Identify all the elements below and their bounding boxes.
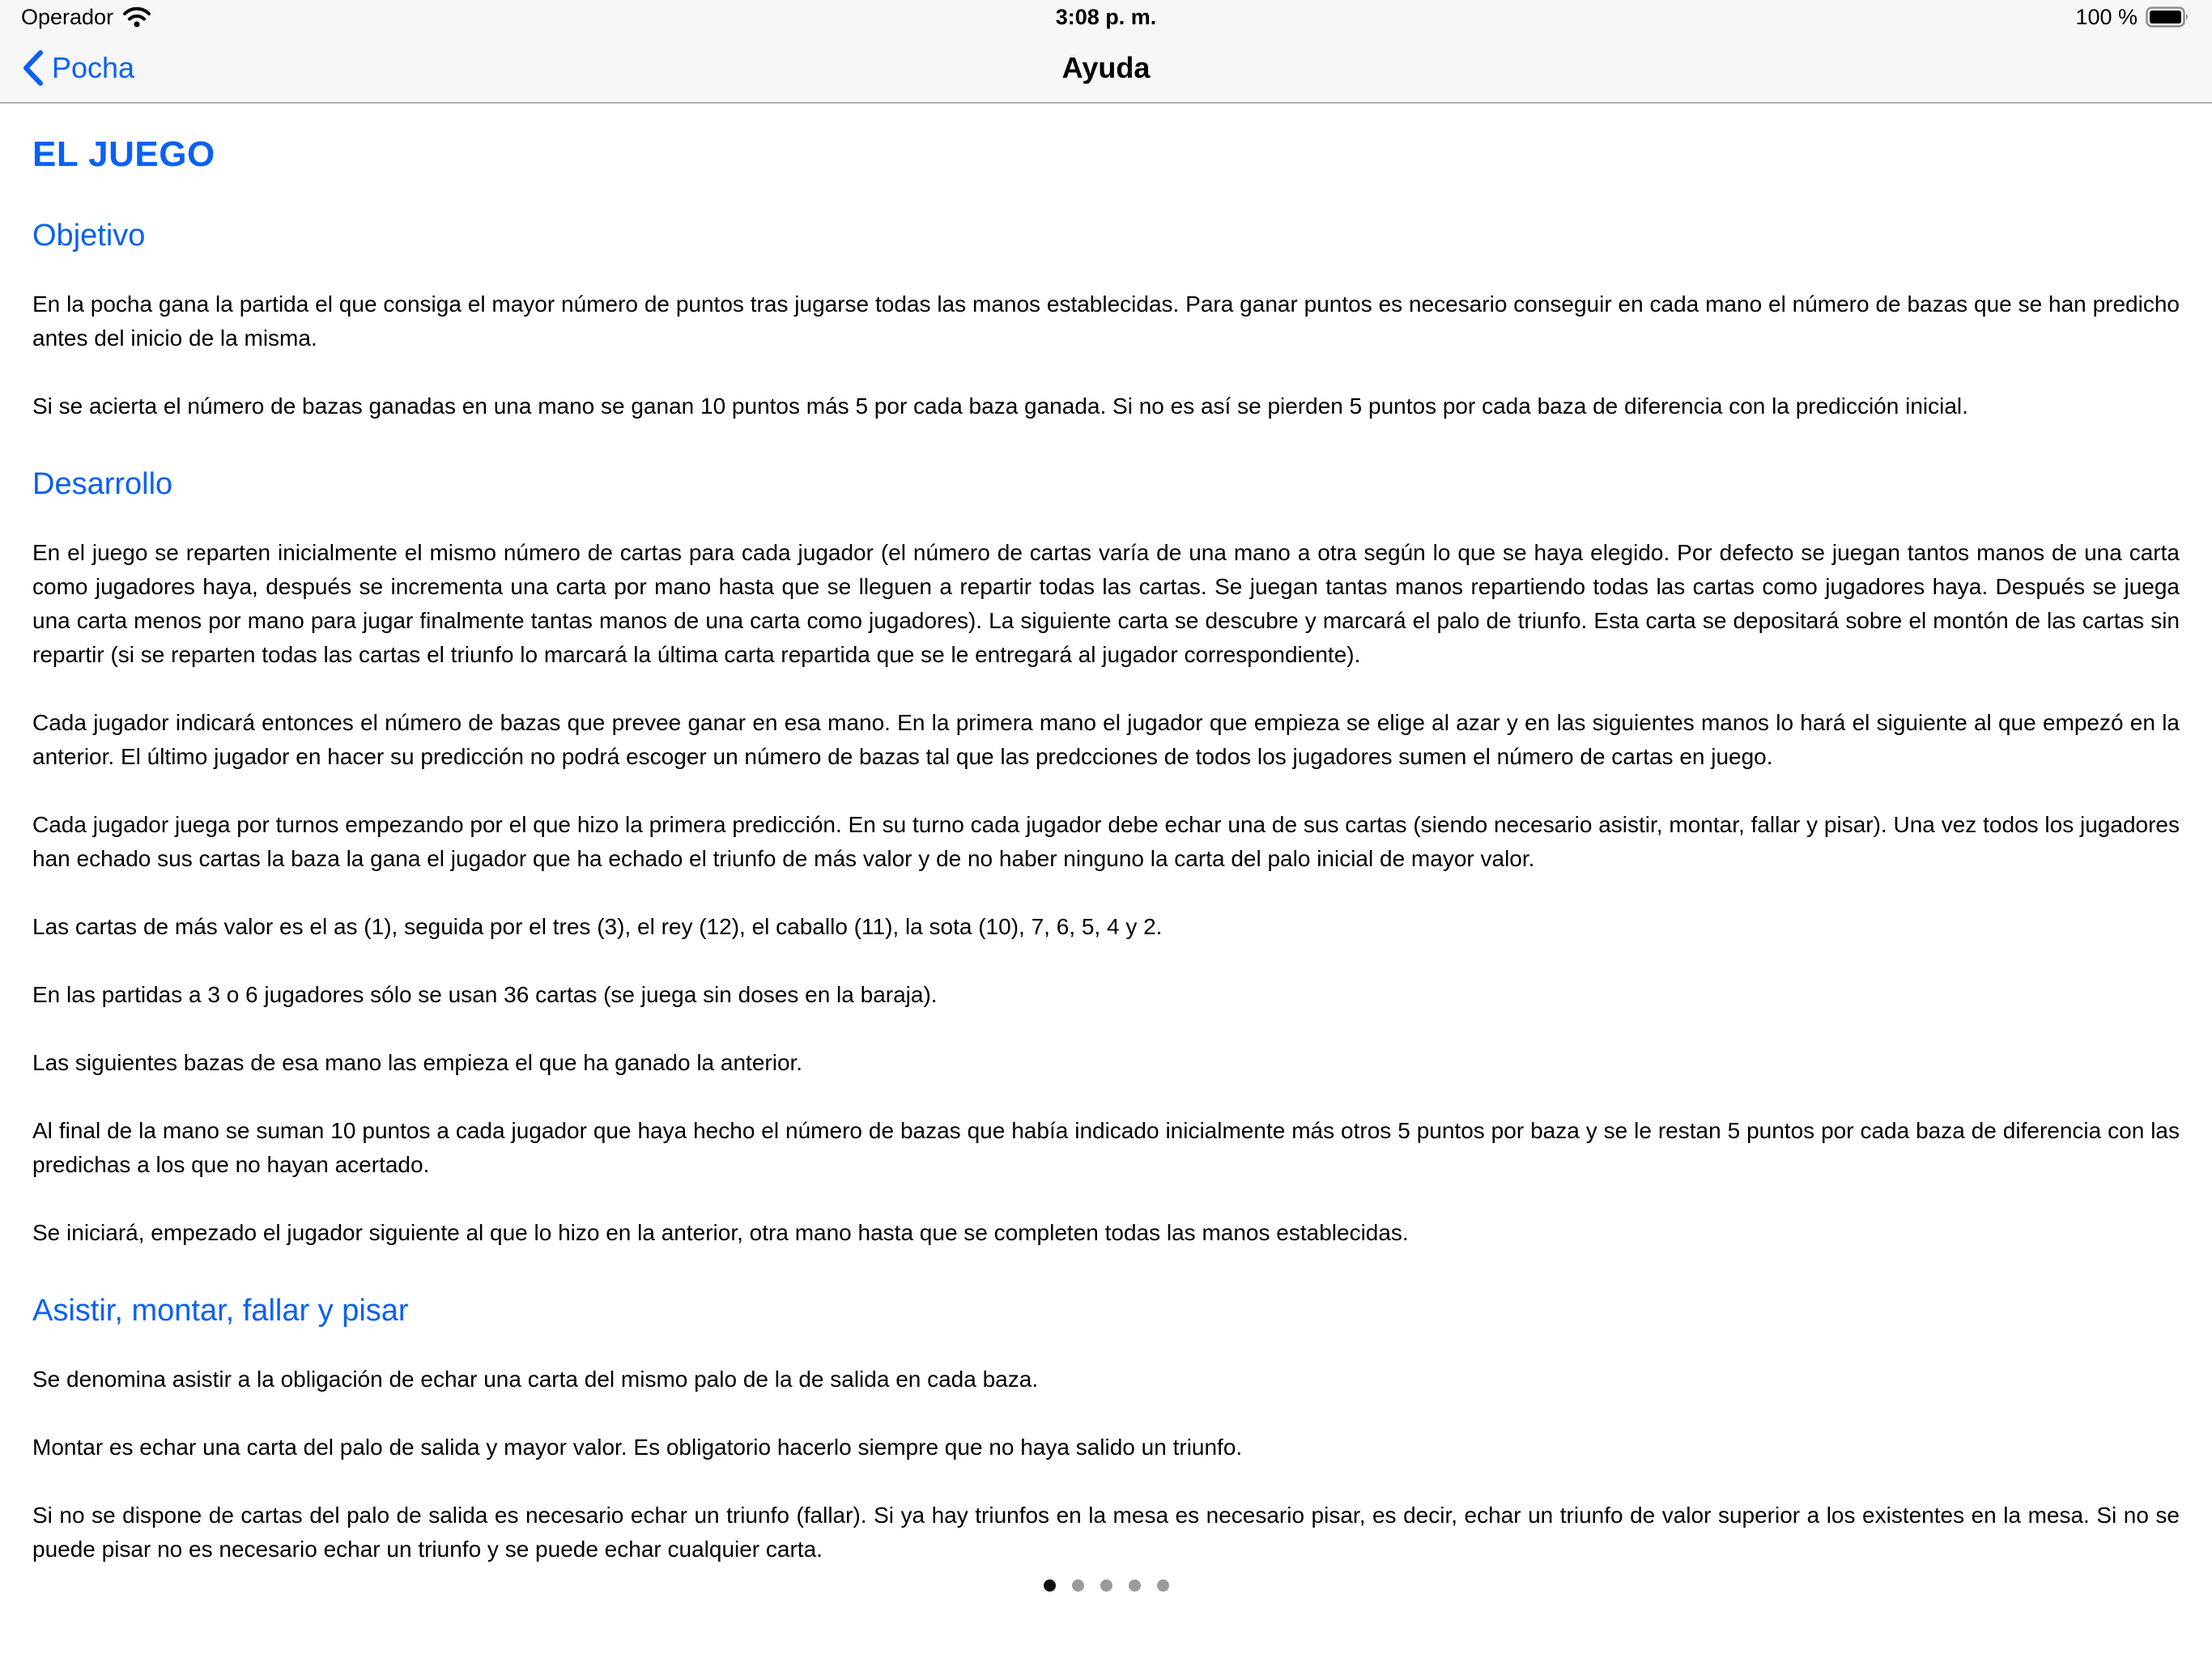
page-dot[interactable] <box>1129 1579 1141 1592</box>
battery-percent-label: 100 % <box>2075 4 2138 29</box>
help-section-heading: Objetivo <box>32 219 146 253</box>
help-paragraph: En la pocha gana la partida el que consiga el mayor número de puntos tras jugarse todas las manos establecidas. Para ganar puntos es necesario conseguir en cada mano el número de bazas que se han predicho antes del inicio de la misma. <box>32 291 2180 351</box>
chevron-left-icon <box>21 49 44 87</box>
page-dots <box>0 1579 2212 1592</box>
page-dot[interactable] <box>1072 1579 1084 1592</box>
help-paragraph: Montar es echar una carta del palo de salida y mayor valor. Es obligatorio hacerlo siempre que no haya salido un triunfo. <box>32 1435 1243 1460</box>
clock: 3:08 p. m. <box>1055 4 1157 29</box>
page-dot[interactable] <box>1157 1579 1169 1592</box>
help-section-heading: Asistir, montar, fallar y pisar <box>32 1294 409 1328</box>
help-paragraph: Se iniciará, empezado el jugador siguiente al que lo hizo en la anterior, otra mano hasta que se completen todas las manos establecidas. <box>32 1220 1409 1245</box>
help-section-heading: Desarrollo <box>32 467 173 501</box>
help-title: EL JUEGO <box>32 134 215 174</box>
help-paragraph: Se denomina asistir a la obligación de echar una carta del mismo palo de la de salida en cada baza. <box>32 1367 1039 1392</box>
help-paragraph: Al final de la mano se suman 10 puntos a cada jugador que haya hecho el número de bazas que había indicado inicialmente más otros 5 puntos por baza y se le restan 5 puntos por cada baza de diferencia con las predichas a los que no hayan acertado. <box>32 1118 2180 1177</box>
battery-full-icon <box>2146 6 2191 28</box>
page-dot-active[interactable] <box>1044 1579 1056 1592</box>
help-paragraph: Si no se dispone de cartas del palo de salida es necesario echar un triunfo (fallar). Si ya hay triunfos en la mesa es necesario pisar, es decir, echar un triunfo de valor superior a los existentes en la mesa. Si no se puede pisar no es necesario echar un triunfo y se puede echar cualquier carta. <box>32 1503 2180 1562</box>
help-paragraph: Cada jugador indicará entonces el número de bazas que prevee ganar en esa mano. En la primera mano el jugador que empieza se elige al azar y en las siguientes manos lo hará el siguiente al que empezó en la anterior. El último jugador en hacer su predicción no podrá escoger un número de bazas tal que las predcciones de todos los jugadores sumen el número de cartas en juego. <box>32 710 2180 769</box>
page-dot[interactable] <box>1100 1579 1112 1592</box>
help-paragraph: En las partidas a 3 o 6 jugadores sólo se usan 36 cartas (se juega sin doses en la baraja). <box>32 982 938 1007</box>
help-paragraph: Las siguientes bazas de esa mano las empieza el que ha ganado la anterior. <box>32 1050 803 1075</box>
page-title: Ayuda <box>1061 51 1151 84</box>
back-button-label: Pocha <box>52 51 135 84</box>
back-button[interactable] <box>21 49 134 87</box>
help-paragraph: Las cartas de más valor es el as (1), seguida por el tres (3), el rey (12), el caballo (11), la sota (10), 7, 6, 5, 4 y 2. <box>32 914 1163 939</box>
help-paragraph: En el juego se reparten inicialmente el mismo número de cartas para cada jugador (el número de cartas varía de una mano a otra según lo que se haya elegido. Por defecto se juegan tantos manos de una carta como jugadores haya, después se incrementa una carta por mano hasta que se lleguen a repartir todas las cartas. Se juegan tantas manos repartiendo todas las cartas como jugadores haya. Después se juega una carta menos por mano para jugar finalmente tantas manos de una carta como jugadores). La siguiente carta se descubre y marcará el palo de triunfo. Esta carta se depositará sobre el montón de las cartas sin repartir (si se reparten todas las cartas el triunfo lo marcará la última carta repartida que se le entregará al jugador correspondiente). <box>32 540 2180 667</box>
help-paragraph: Cada jugador juega por turnos empezando por el que hizo la primera predicción. En su turno cada jugador debe echar una de sus cartas (siendo necesario asistir, montar, fallar y pisar). Una vez todos los jugadores han echado sus cartas la baza la gana el jugador que ha echado el triunfo de más valor y de no haber ninguno la carta del palo inicial de mayor valor. <box>32 812 2180 871</box>
status-bar <box>0 0 2212 34</box>
help-paragraph: Si se acierta el número de bazas ganadas en una mano se ganan 10 puntos más 5 por cada baza ganada. Si no es así se pierden 5 puntos por cada baza de diferencia con la predicción inicial. <box>32 393 1968 419</box>
nav-bar <box>0 34 2212 104</box>
help-content <box>0 104 2212 1658</box>
carrier-label: Operador <box>21 4 114 29</box>
